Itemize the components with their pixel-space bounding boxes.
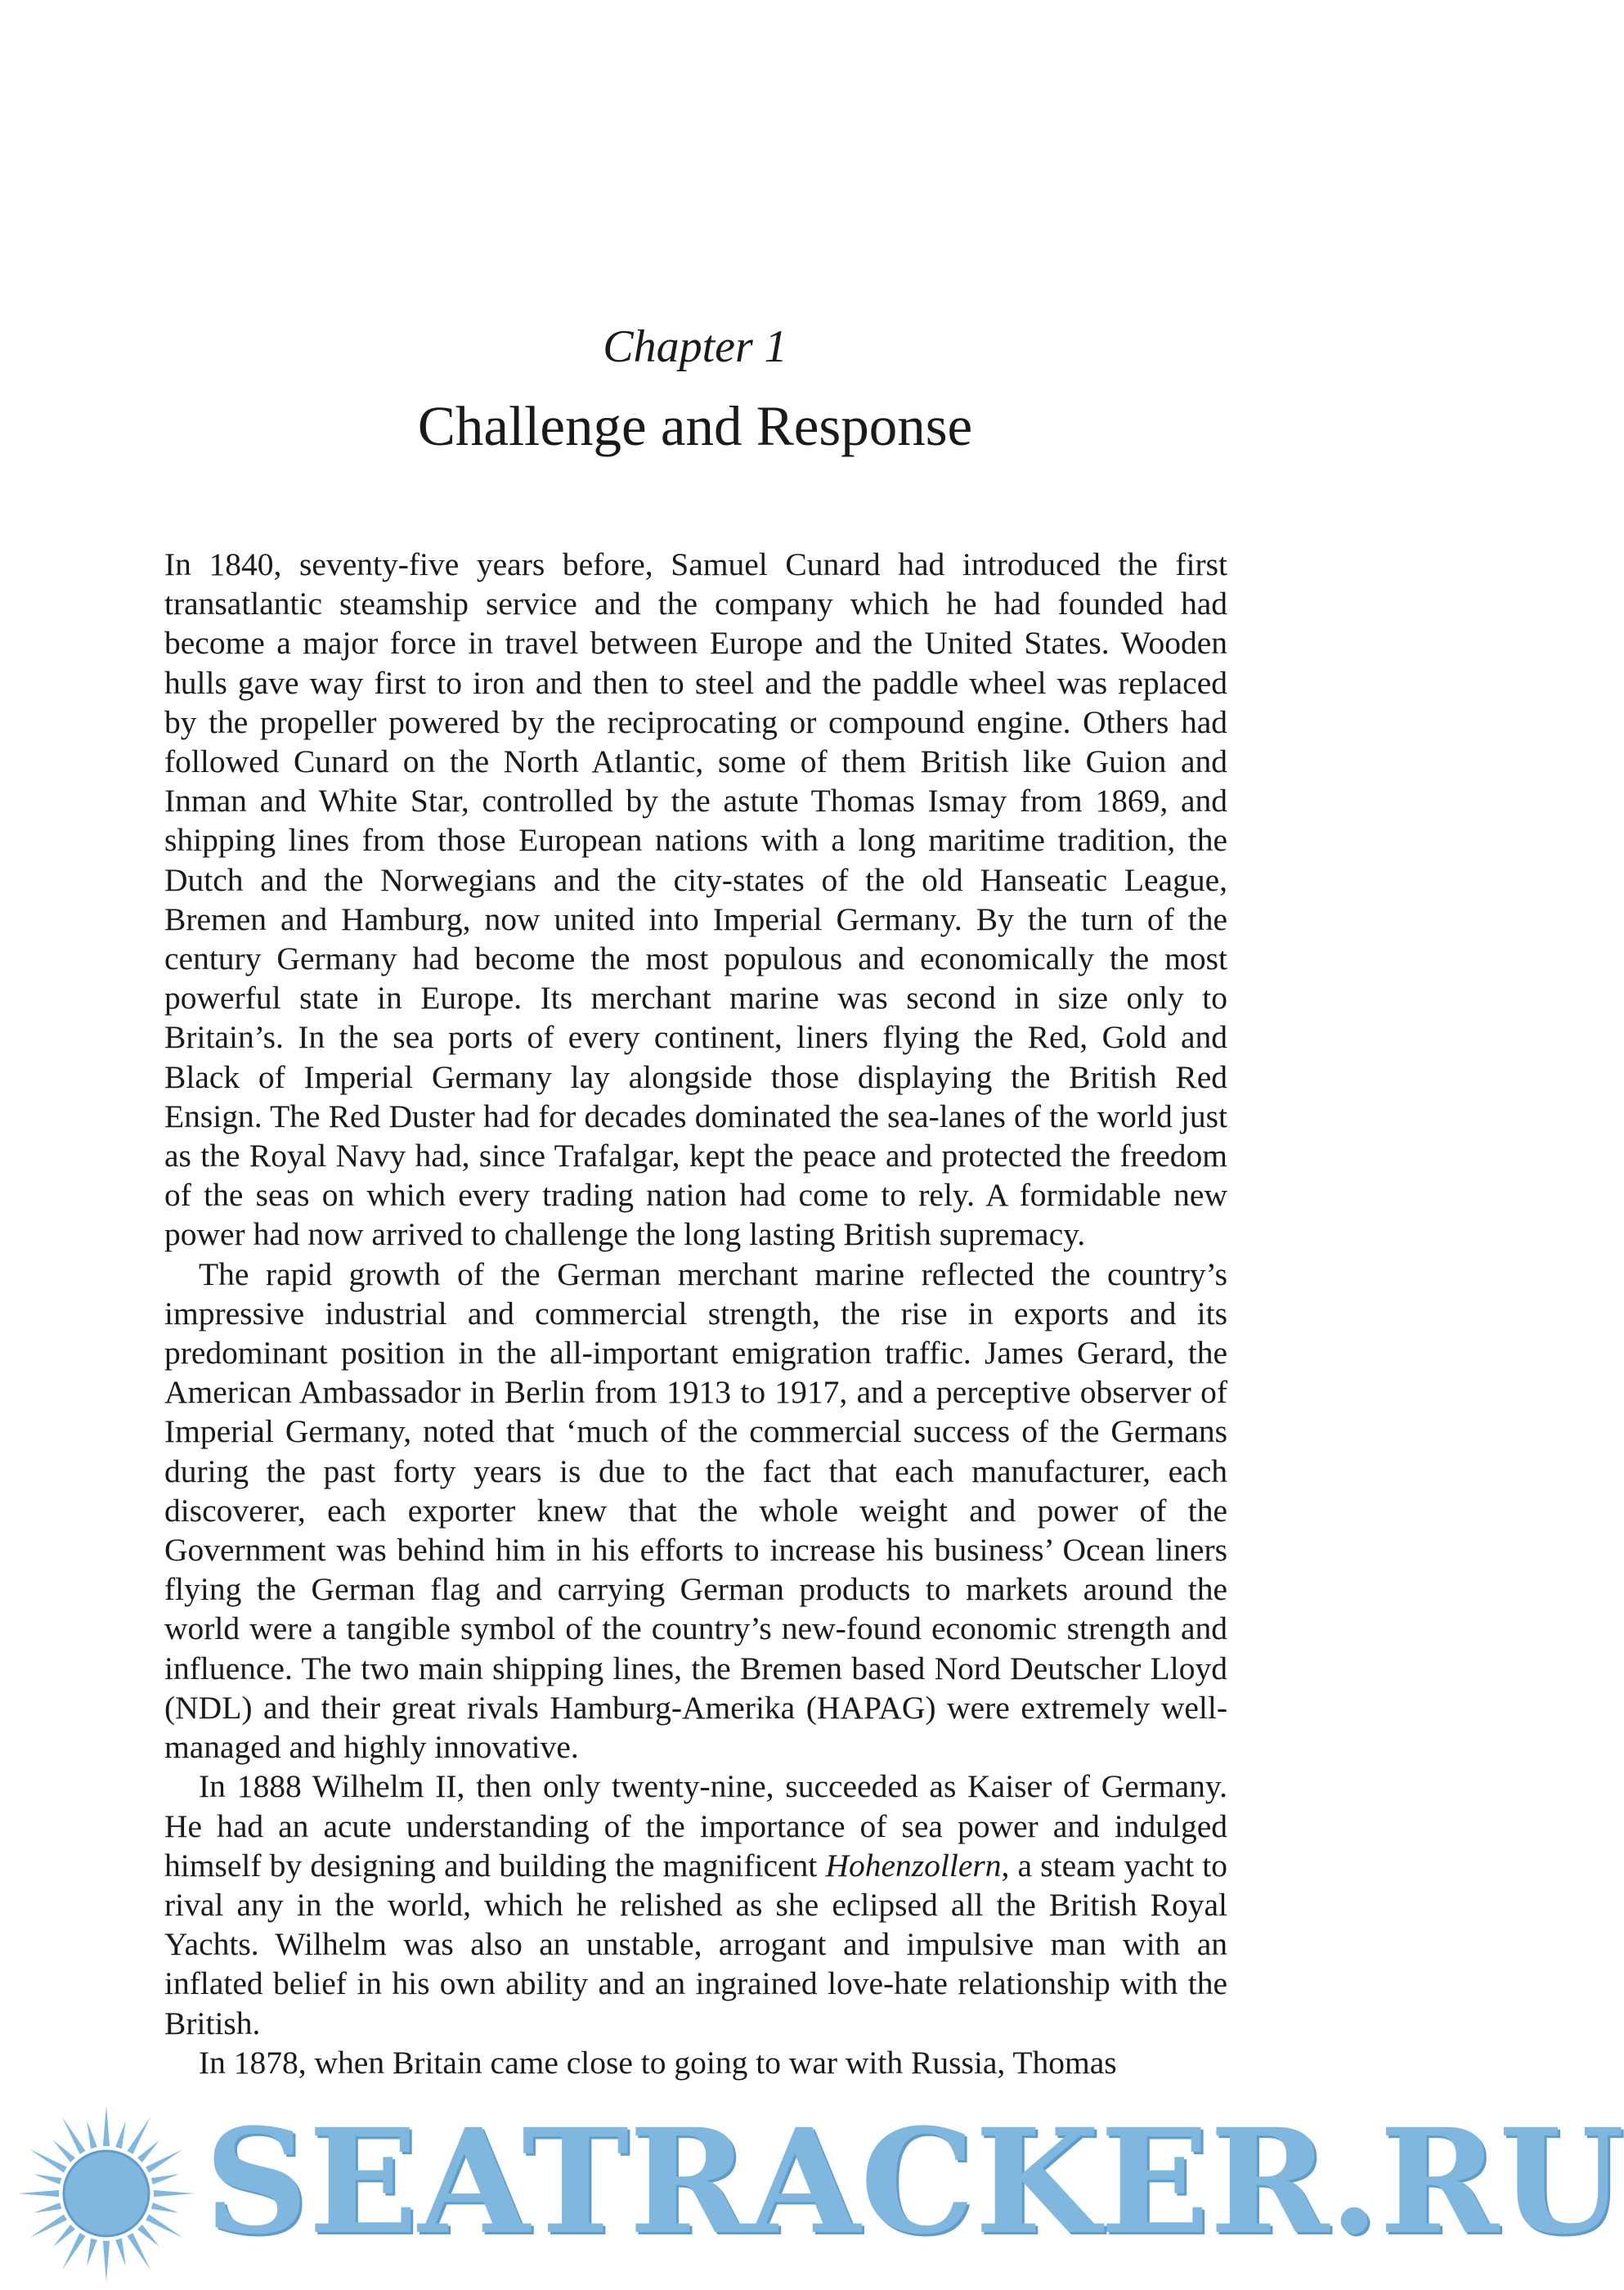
paragraph-1: In 1840, seventy-five years before, Samuel Cunard had introduced the first transatlantic steamship service and the company which he had founded had become a major force in travel between Europe and the United States. Wooden hulls gave way first to iron and then to steel and the paddle wheel was replaced by the propeller powered by the reciprocating or compound engine. Others had followed Cunard on the North Atlantic, some of them British like Guion and Inman and White Star, controlled by the astute Thomas Ismay from 1869, and shipping lines from those European nations with a long maritime tradition, the Dutch and the Norwegians and the city-states of the old Hanseatic League, Bremen and Hamburg, now united into Imperial Germany. By the turn of the century Germany had become the most populous and economically the most powerful state in Europe. Its merchant marine was second in size only to Britain’s. In the sea ports of every continent, liners flying the Red, Gold and Black of Imperial Germany lay alongside those displaying the British Red Ensign. The Red Duster had for decades dominated the sea-lanes of the world just as the Royal Navy had, since Trafalgar, kept the peace and protected the freedom of the seas on which every trading nation had come to rely. A formidable new power had now arrived to challenge the long lasting British supremacy. — [164, 546, 1227, 1253]
sun-ray — [137, 2225, 159, 2247]
ship-name-italic: Hohenzollern — [825, 1847, 1002, 1884]
watermark-text: SEATRACKER.RU — [204, 2097, 1624, 2266]
sun-ray — [34, 2202, 61, 2213]
paragraph-3-text-after: , a steam yacht to rival any in the world, which he relished as she eclipsed all the British Royal Yachts. Wilhelm was also an unstable, arrogant and impulsive man with an inflated belief in his own ability and an ingrained love-hate relationship with the British. — [164, 1847, 1227, 2041]
sun-ray — [103, 2241, 110, 2282]
sun-ray — [151, 2174, 179, 2184]
sun-ray — [34, 2174, 61, 2184]
sun-ray — [18, 2190, 59, 2197]
sun-ray — [62, 2233, 86, 2270]
sun-ray — [30, 2149, 67, 2173]
sun-ray — [115, 2121, 126, 2149]
sun-ray — [87, 2121, 97, 2149]
chapter-label: Chapter 1 — [603, 321, 787, 372]
sun-ray — [127, 2233, 150, 2270]
sun-ray — [30, 2214, 67, 2238]
sun-ray — [127, 2117, 150, 2154]
sun-icon — [16, 2104, 196, 2283]
chapter-title: Challenge and Response — [417, 395, 973, 457]
sun-ray — [151, 2202, 179, 2213]
sun-ray — [87, 2238, 97, 2266]
sun-ray — [115, 2238, 126, 2266]
sun-ray — [154, 2190, 195, 2197]
sun-ray — [137, 2140, 159, 2162]
sun-ray — [103, 2105, 110, 2146]
sun-ray — [53, 2140, 75, 2162]
sun-ray — [62, 2117, 86, 2154]
paragraph-3-text-before: In 1888 Wilhelm II, then only twenty-nine, succeeded as Kaiser of Germany. He had an acute understanding of the importance of sea power and indulged himself by designing and building the magnificent — [164, 1768, 1227, 1884]
sun-ray — [53, 2225, 75, 2247]
sun-ray — [146, 2149, 182, 2173]
paragraph-2: The rapid growth of the German merchant marine reflected the country’s impressive industrial and commercial strength, the rise in exports and its predominant position in the all-important emigration traffic. James Gerard, the American Ambassador in Berlin from 1913 to 1917, and a perceptive observer of Imperial Germany, noted that ‘much of the commercial success of the Germans during the past forty years is due to the fact that each manufacturer, each discoverer, each exporter knew that the whole weight and power of the Government was behind him in his efforts to increase his business’ Ocean liners flying the German flag and carrying German products to markets around the world were a tangible symbol of the country’s new-found economic strength and influence. The two main shipping lines, the Bremen based Nord Deutscher Lloyd (NDL) and their great rivals Hamburg-Amerika (HAPAG) were extremely well-managed and highly innovative. — [164, 1255, 1227, 1766]
chapter-body — [164, 545, 1227, 2082]
paragraph-3 — [164, 1767, 1227, 2042]
sun-ray — [146, 2214, 182, 2238]
paragraph-4: In 1878, when Britain came close to going to war with Russia, Thomas — [199, 2044, 1117, 2081]
